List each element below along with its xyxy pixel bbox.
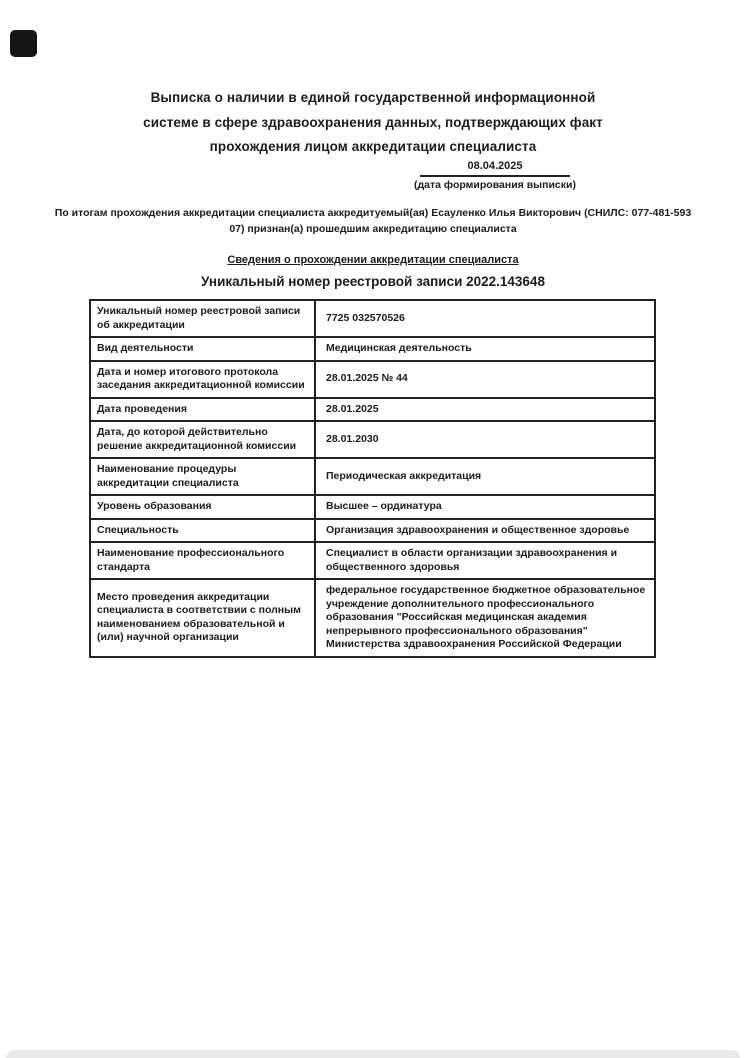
table-row <box>90 519 655 543</box>
row-label: Наименование профессионального стандарта <box>90 542 315 579</box>
row-label: Дата, до которой действительно решение аккредитационной комиссии <box>90 421 315 458</box>
intro-paragraph: По итогам прохождения аккредитации специалиста аккредитуемый(ая) Есауленко Илья Викторович (СНИЛС: 077-481-593 07) признан(а) прошедшим аккредитацию специалиста <box>54 207 692 235</box>
document-title-line-2: системе в сфере здравоохранения данных, подтверждающих факт <box>143 114 603 130</box>
accreditation-table <box>89 299 656 658</box>
table-row <box>90 421 655 458</box>
row-value: 28.01.2025 № 44 <box>315 361 655 398</box>
row-value: 28.01.2025 <box>315 398 655 422</box>
row-label: Дата проведения <box>90 398 315 422</box>
row-value: Медицинская деятельность <box>315 337 655 361</box>
row-value: федеральное государственное бюджетное образовательное учреждение дополнительного профессионального образования "Российская медицинская академия непрерывного профессионального образования" Министерства здравоохранения Российской Федерации <box>315 579 655 657</box>
row-value: Организация здравоохранения и общественное здоровье <box>315 519 655 543</box>
row-label: Место проведения аккредитации специалиста в соответствии с полным наименованием образовательной и (или) научной организации <box>90 579 315 657</box>
row-label: Наименование процедуры аккредитации специалиста <box>90 458 315 495</box>
extract-date-value: 08.04.2025 <box>420 160 570 177</box>
table-row <box>90 361 655 398</box>
table-row <box>90 300 655 337</box>
row-value: Высшее – ординатура <box>315 495 655 519</box>
document-title-line-1: Выписка о наличии в единой государственной информационной <box>150 90 596 105</box>
extract-date-block <box>405 160 585 191</box>
document-title <box>0 86 746 160</box>
table-row <box>90 579 655 657</box>
row-value: Специалист в области организации здравоохранения и общественного здоровья <box>315 542 655 579</box>
row-label: Уникальный номер реестровой записи об аккредитации <box>90 300 315 337</box>
row-label: Дата и номер итогового протокола заседания аккредитационной комиссии <box>90 361 315 398</box>
row-label: Уровень образования <box>90 495 315 519</box>
table-row <box>90 398 655 422</box>
row-value: Периодическая аккредитация <box>315 458 655 495</box>
table-row <box>90 542 655 579</box>
row-value: 7725 032570526 <box>315 300 655 337</box>
document-title-line-3: прохождения лицом аккредитации специалиста <box>209 139 537 154</box>
extract-date-caption: (дата формирования выписки) <box>414 179 576 191</box>
table-row <box>90 495 655 519</box>
app-corner-icon[interactable] <box>10 30 37 57</box>
row-label: Специальность <box>90 519 315 543</box>
row-value: 28.01.2030 <box>315 421 655 458</box>
section-title: Сведения о прохождении аккредитации специалиста <box>227 254 519 266</box>
table-row <box>90 337 655 361</box>
row-label: Вид деятельности <box>90 337 315 361</box>
registry-number-heading: Уникальный номер реестровой записи 2022.143648 <box>201 274 545 289</box>
table-row <box>90 458 655 495</box>
bottom-sheet-handle[interactable] <box>6 1050 740 1058</box>
